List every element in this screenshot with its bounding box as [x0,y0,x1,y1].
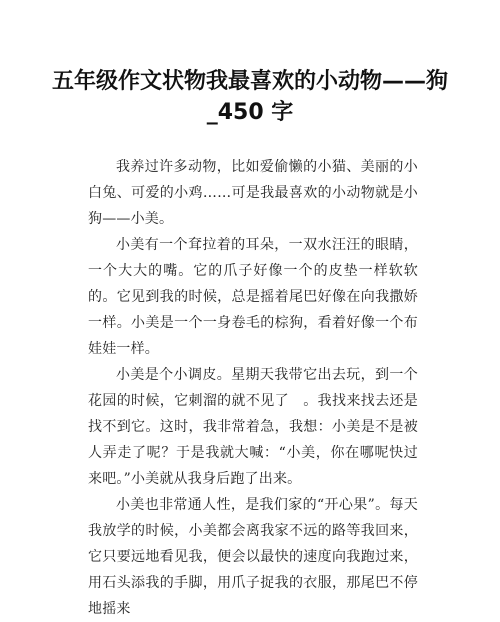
paragraph-1: 我养过许多动物，比如爱偷懒的小猫、美丽的小白兔、可爱的小鸡……可是我最喜欢的小动物就是小狗——小美。 [88,159,418,227]
paragraph-4: 小美也非常通人性，是我们家的“开心果”。每天我放学的时候，小美都会离我家不远的路等我回来，它只要远地看见我，便会以最快的速度向我跑过来，用石头添我的手脚，用爪子捉我的衣服，那尾巴不停地摇来 [88,497,418,617]
paragraph-3: 小美是个小调皮。星期天我带它出去玩，到一个花园的时候，它刺溜的就不见了 。我找来找去还是找不到它。这时，我非常着急，我想：小美是不是被人弄走了呢？于是我就大喊：“小美，你在哪呢快过来吧。”小美就从我身后跑了出来。 [88,367,418,487]
paragraph-2: 小美有一个耷拉着的耳朵，一双水汪汪的眼睛，一个大大的嘴。它的爪子好像一个的皮垫一样软软的。它见到我的时候，总是摇着尾巴好像在向我撒娇一样。小美是一个一身卷毛的棕狗，看着好像一个布娃娃一样。 [88,237,418,357]
essay-body [88,154,418,622]
page-title: 五年级作文状物我最喜欢的小动物——狗_450 字 [51,69,448,125]
